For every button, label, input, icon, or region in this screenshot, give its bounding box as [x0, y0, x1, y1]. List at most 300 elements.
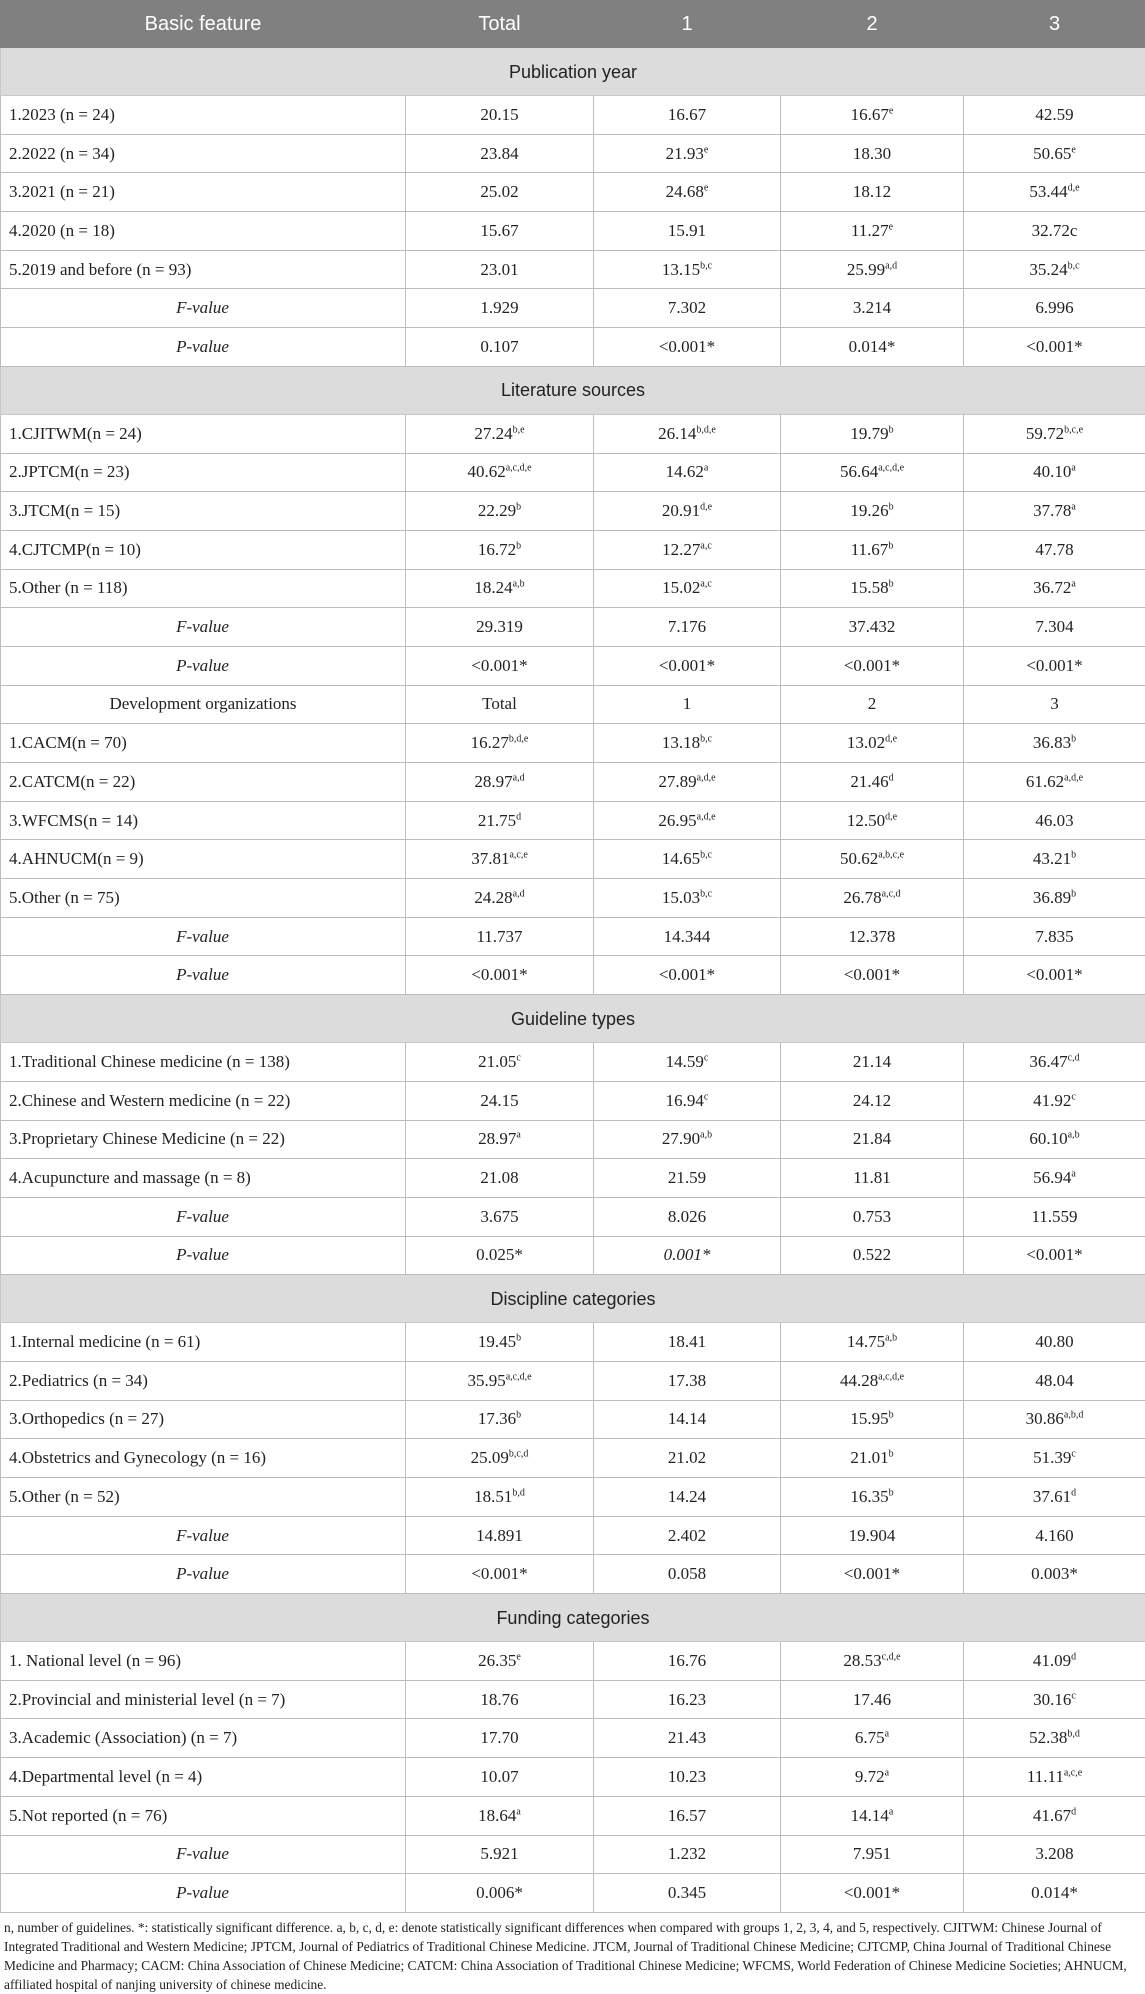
value-cell	[781, 1323, 964, 1362]
cell-value: 1.232	[668, 1844, 706, 1863]
value-cell	[964, 1197, 1145, 1236]
value-cell	[964, 569, 1145, 608]
cell-value: 23.01	[480, 260, 518, 279]
significance-superscript: a	[1071, 501, 1075, 512]
row-label: 4.2020 (n = 18)	[1, 212, 406, 251]
cell-value: 14.75	[847, 1332, 885, 1351]
cell-value: 32.72c	[1032, 221, 1078, 240]
row-label: F-value	[1, 1516, 406, 1555]
table-row	[1, 724, 1145, 763]
row-label: F-value	[1, 1835, 406, 1874]
value-cell	[964, 96, 1145, 135]
cell-value: 28.53	[843, 1651, 881, 1670]
significance-superscript: e	[516, 1651, 520, 1662]
significance-superscript: b,c,d	[509, 1449, 528, 1460]
cell-value: 26.35	[478, 1651, 516, 1670]
value-cell	[781, 96, 964, 135]
value-cell	[781, 1081, 964, 1120]
cell-value: <0.001*	[1026, 337, 1082, 356]
significance-superscript: a	[1071, 579, 1075, 590]
cell-value: 14.344	[664, 927, 711, 946]
value-cell	[594, 1159, 781, 1198]
significance-superscript: b	[888, 540, 893, 551]
value-cell	[781, 879, 964, 918]
cell-value: 26.14	[658, 424, 696, 443]
significance-superscript: a	[1071, 463, 1075, 474]
value-cell	[594, 453, 781, 492]
value-cell	[964, 1555, 1145, 1594]
cell-value: 18.30	[853, 144, 891, 163]
cell-value: 41.92	[1033, 1091, 1071, 1110]
cell-value: 14.24	[668, 1487, 706, 1506]
cell-value: 7.835	[1035, 927, 1073, 946]
significance-superscript: b,d	[1067, 1729, 1080, 1740]
value-cell	[594, 1680, 781, 1719]
row-label: F-value	[1, 289, 406, 328]
section-header-row	[1, 1275, 1145, 1323]
cell-value: 0.003*	[1031, 1564, 1078, 1583]
cell-value: 37.81	[471, 849, 509, 868]
significance-superscript: c	[704, 1052, 708, 1063]
cell-value: <0.001*	[1026, 1245, 1082, 1264]
significance-superscript: a,c,d	[882, 888, 901, 899]
header-group-2: 2	[781, 1, 964, 48]
value-cell	[406, 840, 594, 879]
value-cell	[594, 1555, 781, 1594]
value-cell	[964, 1758, 1145, 1797]
table-row	[1, 96, 1145, 135]
value-cell	[594, 134, 781, 173]
statistic-row	[1, 289, 1145, 328]
statistic-row	[1, 646, 1145, 685]
significance-superscript: e	[704, 183, 708, 194]
value-cell	[781, 1874, 964, 1913]
value-cell	[594, 1719, 781, 1758]
value-cell	[406, 134, 594, 173]
value-cell	[964, 879, 1145, 918]
value-cell	[406, 250, 594, 289]
statistic-row	[1, 1874, 1145, 1913]
value-cell	[594, 801, 781, 840]
significance-superscript: b	[516, 1410, 521, 1421]
cell-value: 14.59	[666, 1052, 704, 1071]
value-cell	[594, 724, 781, 763]
cell-value: 37.61	[1033, 1487, 1071, 1506]
cell-value: 41.09	[1033, 1651, 1071, 1670]
significance-superscript: b,c	[700, 850, 712, 861]
cell-value: 15.03	[662, 888, 700, 907]
value-cell	[594, 1796, 781, 1835]
value-cell	[781, 1043, 964, 1082]
value-cell	[594, 1197, 781, 1236]
significance-superscript: c	[1071, 1449, 1075, 1460]
cell-value: 11.559	[1031, 1207, 1077, 1226]
cell-value: 17.70	[480, 1728, 518, 1747]
row-label: F-value	[1, 608, 406, 647]
cell-value: 37.78	[1033, 501, 1071, 520]
value-cell	[964, 134, 1145, 173]
value-cell	[781, 1796, 964, 1835]
significance-superscript: b	[889, 1410, 894, 1421]
table-row	[1, 453, 1145, 492]
cell-value: 17.46	[853, 1690, 891, 1709]
value-cell	[781, 1159, 964, 1198]
row-label: 5.Not reported (n = 76)	[1, 1796, 406, 1835]
cell-value: 16.76	[668, 1651, 706, 1670]
value-cell	[406, 646, 594, 685]
row-label: F-value	[1, 917, 406, 956]
value-cell	[964, 1361, 1145, 1400]
row-label: 5.Other (n = 52)	[1, 1478, 406, 1517]
cell-value: 2.402	[668, 1526, 706, 1545]
significance-superscript: a,d	[513, 772, 525, 783]
cell-value: <0.001*	[659, 656, 715, 675]
cell-value: 12.50	[847, 811, 885, 830]
cell-value: 16.35	[850, 1487, 888, 1506]
significance-superscript: a,c,e	[1064, 1767, 1082, 1778]
significance-superscript: a,c	[700, 540, 711, 551]
value-cell	[594, 840, 781, 879]
cell-value: 0.522	[853, 1245, 891, 1264]
significance-superscript: d	[1071, 1806, 1076, 1817]
cell-value: 36.83	[1033, 733, 1071, 752]
statistic-row	[1, 328, 1145, 367]
value-cell	[781, 1719, 964, 1758]
value-cell	[781, 1758, 964, 1797]
value-cell	[594, 414, 781, 453]
table-row	[1, 1043, 1145, 1082]
cell-value: <0.001*	[844, 1564, 900, 1583]
significance-superscript: b	[516, 1332, 521, 1343]
cell-value: 50.62	[840, 849, 878, 868]
value-cell	[406, 1478, 594, 1517]
cell-value: 19.26	[850, 501, 888, 520]
value-cell	[781, 763, 964, 802]
value-cell	[406, 956, 594, 995]
value-cell	[964, 173, 1145, 212]
cell-value: 1.929	[480, 298, 518, 317]
value-cell	[594, 646, 781, 685]
significance-superscript: a,c,d,e	[878, 1371, 904, 1382]
cell-value: 11.67	[851, 540, 889, 559]
cell-value: 0.058	[668, 1564, 706, 1583]
value-cell	[781, 173, 964, 212]
row-label: 3.2021 (n = 21)	[1, 173, 406, 212]
value-cell	[781, 1120, 964, 1159]
value-cell	[406, 1361, 594, 1400]
cell-value: 21.43	[668, 1728, 706, 1747]
value-cell	[406, 608, 594, 647]
cell-value: 21.46	[850, 772, 888, 791]
value-cell	[781, 1835, 964, 1874]
cell-value: 27.90	[662, 1129, 700, 1148]
significance-superscript: a,b	[513, 579, 525, 590]
statistic-row	[1, 1835, 1145, 1874]
cell-value: 15.58	[850, 578, 888, 597]
significance-superscript: b,c	[700, 734, 712, 745]
cell-value: 26.78	[843, 888, 881, 907]
value-cell	[406, 1874, 594, 1913]
value-cell	[406, 1197, 594, 1236]
significance-superscript: c	[516, 1052, 520, 1063]
cell-value: 28.97	[478, 1129, 516, 1148]
cell-value: 21.05	[478, 1052, 516, 1071]
cell-value: 18.24	[474, 578, 512, 597]
cell-value: 7.302	[668, 298, 706, 317]
value-cell	[594, 1758, 781, 1797]
significance-superscript: b,d,e	[509, 734, 528, 745]
cell-value: <0.001*	[471, 1564, 527, 1583]
cell-value: 13.02	[847, 733, 885, 752]
row-label: 1. National level (n = 96)	[1, 1642, 406, 1681]
cell-value: 61.62	[1026, 772, 1064, 791]
table-row	[1, 134, 1145, 173]
value-cell	[964, 453, 1145, 492]
value-cell	[964, 530, 1145, 569]
value-cell	[964, 840, 1145, 879]
significance-superscript: b	[516, 501, 521, 512]
table-row	[1, 250, 1145, 289]
significance-superscript: b,d,e	[696, 424, 715, 435]
value-cell	[781, 289, 964, 328]
value-cell	[594, 250, 781, 289]
value-cell	[594, 1400, 781, 1439]
cell-value: 7.176	[668, 617, 706, 636]
cell-value: 27.24	[474, 424, 512, 443]
value-cell	[594, 173, 781, 212]
significance-superscript: e	[1071, 144, 1075, 155]
value-cell	[406, 1439, 594, 1478]
value-cell	[781, 453, 964, 492]
value-cell	[594, 212, 781, 251]
value-cell	[594, 1478, 781, 1517]
row-label: 3.Orthopedics (n = 27)	[1, 1400, 406, 1439]
value-cell	[964, 1478, 1145, 1517]
cell-value: 40.62	[467, 462, 505, 481]
row-label: P-value	[1, 1236, 406, 1275]
table-row	[1, 1758, 1145, 1797]
value-cell	[964, 1516, 1145, 1555]
row-label: P-value	[1, 328, 406, 367]
cell-value: <0.001*	[844, 1883, 900, 1902]
value-cell	[406, 414, 594, 453]
significance-superscript: b	[1071, 734, 1076, 745]
cell-value: 14.62	[666, 462, 704, 481]
table-row	[1, 1796, 1145, 1835]
significance-superscript: a	[516, 1806, 520, 1817]
row-label: 3.JTCM(n = 15)	[1, 492, 406, 531]
cell-value: <0.001*	[659, 965, 715, 984]
value-cell	[594, 608, 781, 647]
cell-value: 30.86	[1026, 1409, 1064, 1428]
value-cell	[594, 1081, 781, 1120]
value-cell	[964, 724, 1145, 763]
row-label: 4.CJTCMP(n = 10)	[1, 530, 406, 569]
significance-superscript: b	[1071, 850, 1076, 861]
value-cell	[964, 289, 1145, 328]
significance-superscript: b,c	[700, 260, 712, 271]
cell-value: 18.64	[478, 1806, 516, 1825]
cell-value: 20.91	[662, 501, 700, 520]
section-title: Funding categories	[1, 1594, 1145, 1642]
value-cell	[594, 1874, 781, 1913]
table-row	[1, 1323, 1145, 1362]
value-cell	[781, 917, 964, 956]
cell-value: 40.80	[1035, 1332, 1073, 1351]
value-cell	[406, 1400, 594, 1439]
cell-value: 28.97	[474, 772, 512, 791]
row-label: F-value	[1, 1197, 406, 1236]
significance-superscript: d	[889, 772, 894, 783]
row-label: 2.CATCM(n = 22)	[1, 763, 406, 802]
cell-value: 3.675	[480, 1207, 518, 1226]
row-label: 3.Proprietary Chinese Medicine (n = 22)	[1, 1120, 406, 1159]
value-cell	[964, 1400, 1145, 1439]
significance-superscript: a	[704, 463, 708, 474]
significance-superscript: d,e	[700, 501, 712, 512]
significance-superscript: a	[889, 1806, 893, 1817]
value-cell	[406, 1043, 594, 1082]
value-cell	[594, 1236, 781, 1275]
significance-superscript: b	[516, 540, 521, 551]
cell-value: 27.89	[658, 772, 696, 791]
value-cell	[964, 1043, 1145, 1082]
cell-value: 21.75	[478, 811, 516, 830]
cell-value: 12.378	[849, 927, 896, 946]
subheader-cell: 1	[594, 685, 781, 724]
cell-value: <0.001*	[471, 656, 527, 675]
cell-value: <0.001*	[844, 656, 900, 675]
row-label: 3.WFCMS(n = 14)	[1, 801, 406, 840]
row-label: 2.Chinese and Western medicine (n = 22)	[1, 1081, 406, 1120]
row-label: 1.Traditional Chinese medicine (n = 138)	[1, 1043, 406, 1082]
statistic-row	[1, 1236, 1145, 1275]
value-cell	[594, 1361, 781, 1400]
significance-superscript: b	[889, 579, 894, 590]
cell-value: 20.15	[480, 105, 518, 124]
significance-superscript: c	[1071, 1091, 1075, 1102]
value-cell	[964, 212, 1145, 251]
value-cell	[594, 763, 781, 802]
cell-value: 17.36	[478, 1409, 516, 1428]
statistic-row	[1, 956, 1145, 995]
cell-value: 35.24	[1029, 260, 1067, 279]
cell-value: 42.59	[1035, 105, 1073, 124]
cell-value: 16.27	[471, 733, 509, 752]
value-cell	[406, 1120, 594, 1159]
significance-superscript: a,c,e	[509, 850, 527, 861]
row-label: 1.CJITWM(n = 24)	[1, 414, 406, 453]
cell-value: 56.94	[1033, 1168, 1071, 1187]
value-cell	[406, 1642, 594, 1681]
value-cell	[406, 212, 594, 251]
value-cell	[406, 328, 594, 367]
cell-value: 17.38	[668, 1371, 706, 1390]
cell-value: 7.951	[853, 1844, 891, 1863]
cell-value: 52.38	[1029, 1728, 1067, 1747]
value-cell	[406, 879, 594, 918]
value-cell	[406, 96, 594, 135]
value-cell	[781, 1236, 964, 1275]
table-footnote: n, number of guidelines. *: statistically significant difference. a, b, c, d, e: denote statistically significant differences when compared with groups 1, 2, 3, 4, and 5, respectively. CJITWM: Chinese Journal of Integrated Traditional and Western Medicine; JPTCM, Journal of Pediatrics of Traditional Chinese Medicine. JTCM, Journal of Traditional Chinese Medicine; CJTCMP, China Journal of Traditional Chinese Medicine and Pharmacy; CACM: China Association of Chinese Medicine; CATCM: China Association of Traditional Chinese Medicine; WFCMS, World Federation of Chinese Medicine Societies; AHNUCM, affiliated hospital of nanjing university of chinese medicine.	[0, 1913, 1145, 1994]
cell-value: <0.001*	[844, 965, 900, 984]
subheader-cell: 2	[781, 685, 964, 724]
cell-value: 21.01	[850, 1448, 888, 1467]
table-body	[1, 48, 1145, 1913]
significance-superscript: a,d	[513, 888, 525, 899]
table-row	[1, 492, 1145, 531]
cell-value: 3.208	[1035, 1844, 1073, 1863]
table-row	[1, 1081, 1145, 1120]
significance-superscript: b	[889, 1487, 894, 1498]
table-row	[1, 1719, 1145, 1758]
value-cell	[964, 1236, 1145, 1275]
cell-value: 14.65	[662, 849, 700, 868]
value-cell	[406, 1680, 594, 1719]
cell-value: 6.75	[855, 1728, 885, 1747]
value-cell	[406, 1516, 594, 1555]
cell-value: 51.39	[1033, 1448, 1071, 1467]
table-row	[1, 1680, 1145, 1719]
value-cell	[781, 530, 964, 569]
cell-value: <0.001*	[659, 337, 715, 356]
significance-superscript: a	[885, 1767, 889, 1778]
significance-superscript: a,b	[885, 1332, 897, 1343]
value-cell	[406, 1835, 594, 1874]
cell-value: 0.107	[480, 337, 518, 356]
value-cell	[781, 724, 964, 763]
statistic-row	[1, 1555, 1145, 1594]
significance-superscript: b,c	[700, 888, 712, 899]
significance-superscript: e	[704, 144, 708, 155]
value-cell	[406, 492, 594, 531]
cell-value: 13.15	[662, 260, 700, 279]
value-cell	[964, 1081, 1145, 1120]
value-cell	[594, 956, 781, 995]
value-cell	[406, 763, 594, 802]
section-header-row	[1, 1594, 1145, 1642]
value-cell	[406, 530, 594, 569]
row-label: 3.Academic (Association) (n = 7)	[1, 1719, 406, 1758]
value-cell	[781, 840, 964, 879]
significance-superscript: a,c	[700, 579, 711, 590]
cell-value: 21.93	[666, 144, 704, 163]
significance-superscript: a	[516, 1130, 520, 1141]
significance-superscript: a,c,d,e	[878, 463, 904, 474]
cell-value: 0.025*	[476, 1245, 523, 1264]
table-row	[1, 1361, 1145, 1400]
section-header-row	[1, 366, 1145, 414]
table-row	[1, 1478, 1145, 1517]
table-row	[1, 840, 1145, 879]
significance-superscript: a	[1071, 1168, 1075, 1179]
value-cell	[964, 1719, 1145, 1758]
significance-superscript: b,c	[1068, 260, 1080, 271]
cell-value: <0.001*	[1026, 656, 1082, 675]
value-cell	[781, 569, 964, 608]
row-label: 5.Other (n = 75)	[1, 879, 406, 918]
significance-superscript: e	[889, 221, 893, 232]
value-cell	[781, 1400, 964, 1439]
value-cell	[781, 1478, 964, 1517]
table-row	[1, 173, 1145, 212]
significance-superscript: a,b,c,e	[878, 850, 904, 861]
cell-value: 15.67	[480, 221, 518, 240]
cell-value: <0.001*	[471, 965, 527, 984]
significance-superscript: c,d,e	[882, 1651, 901, 1662]
cell-value: 25.99	[847, 260, 885, 279]
cell-value: 7.304	[1035, 617, 1073, 636]
